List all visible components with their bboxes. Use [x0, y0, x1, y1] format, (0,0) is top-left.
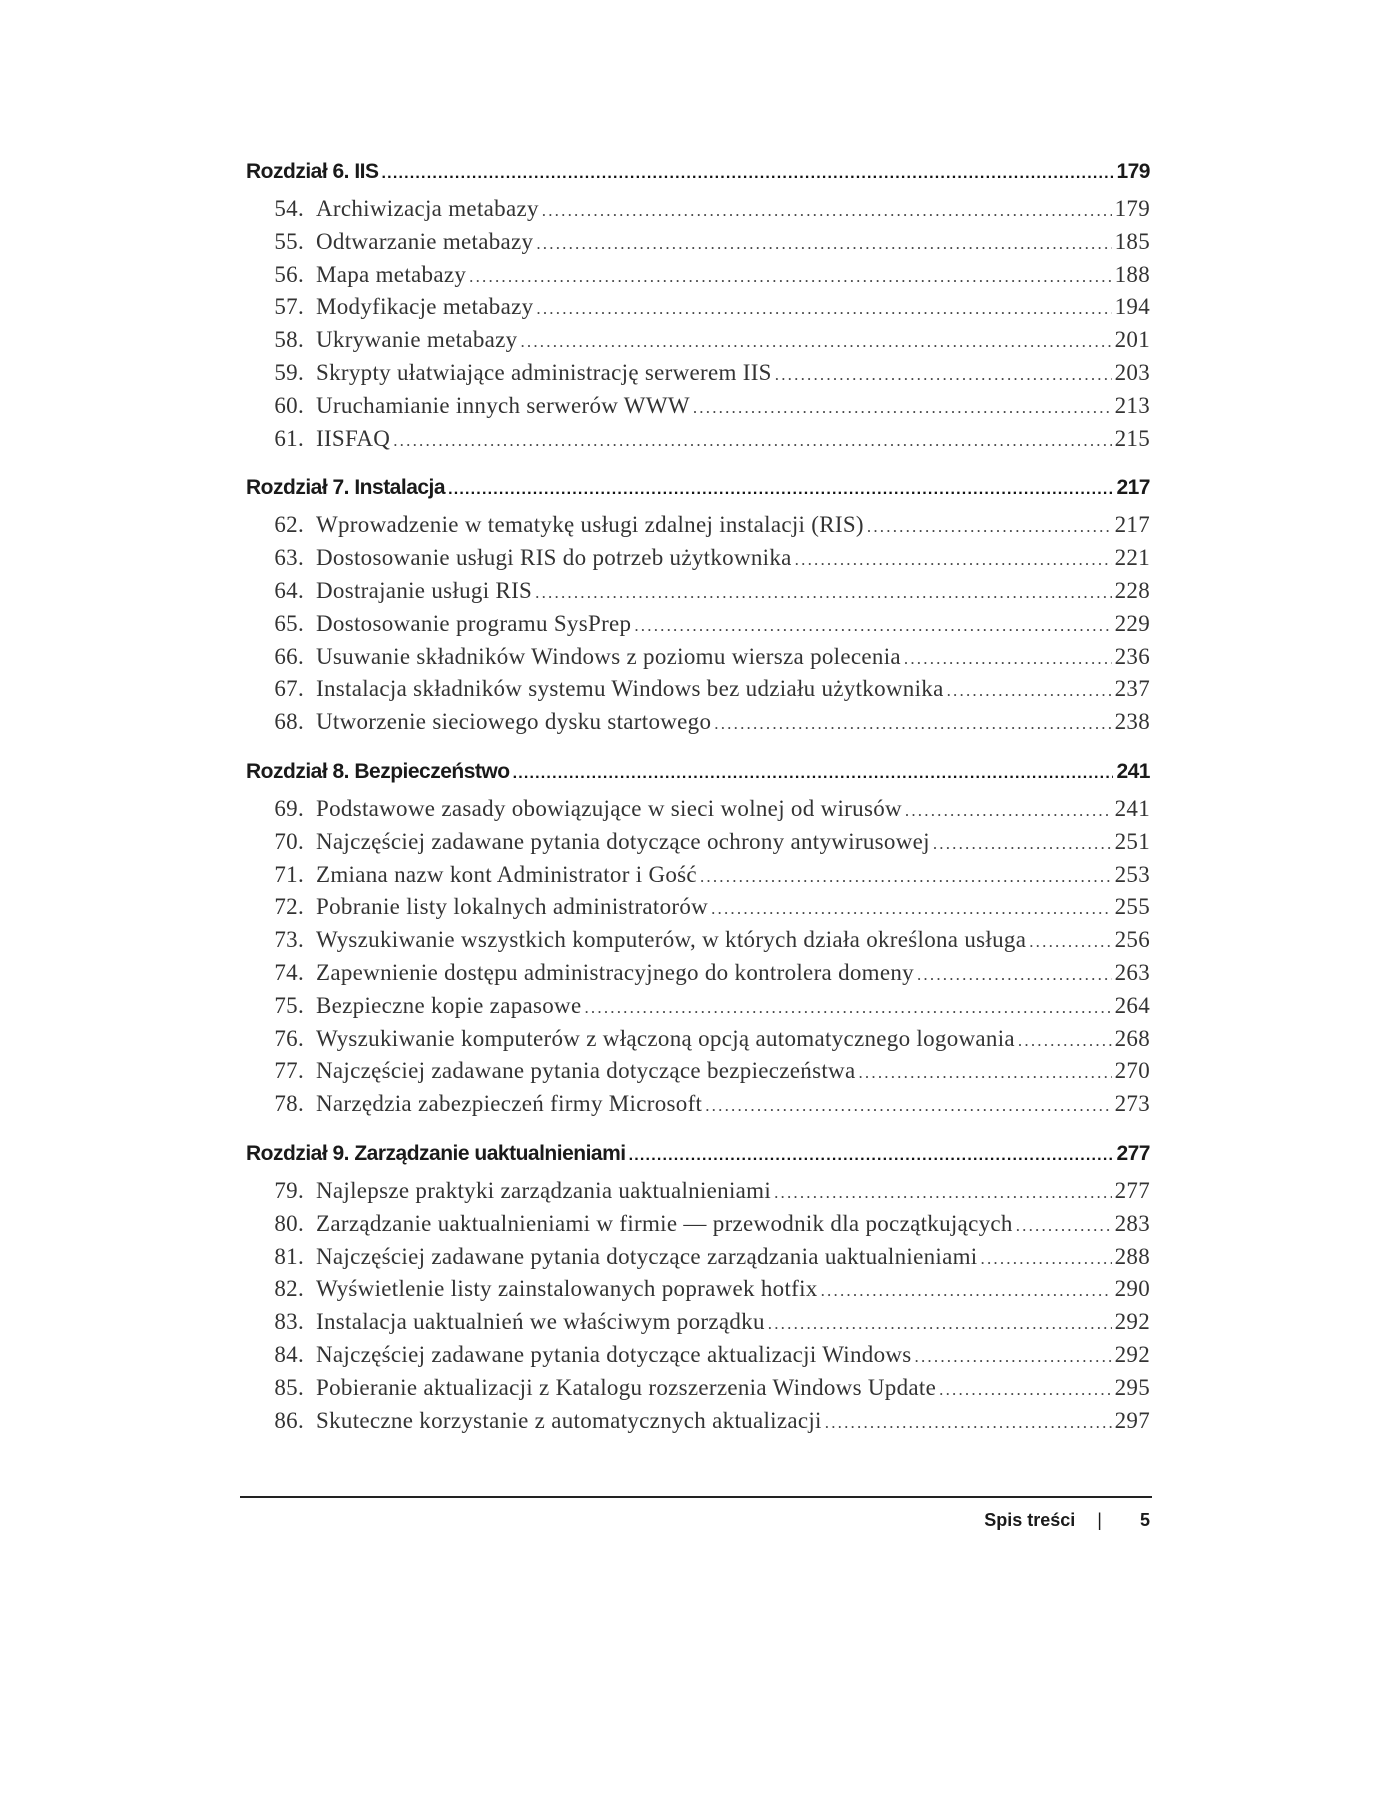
entry-number: 56. [274, 261, 304, 287]
toc-entry[interactable] [246, 1309, 1150, 1342]
entry-page: 292 [1114, 1341, 1150, 1367]
toc-entry[interactable] [246, 644, 1150, 677]
entry-number: 65. [274, 610, 304, 636]
entry-title: Wyświetlenie listy zainstalowanych poprawek hotfix [316, 1276, 818, 1302]
toc-entry[interactable] [246, 676, 1150, 709]
entry-title: Utworzenie sieciowego dysku startowego [316, 709, 712, 735]
entry-number: 74. [274, 959, 304, 985]
toc-entry[interactable] [246, 327, 1150, 360]
entry-title: Zapewnienie dostępu administracyjnego do kontrolera domeny [316, 959, 914, 985]
dot-leader [858, 1063, 1111, 1083]
entry-title: Pobieranie aktualizacji z Katalogu rozszerzenia Windows Update [316, 1374, 937, 1400]
entry-page: 255 [1114, 894, 1150, 920]
entry-page: 221 [1114, 545, 1150, 571]
toc-entry[interactable] [246, 426, 1150, 459]
entry-title: Instalacja uaktualnień we właściwym porządku [316, 1309, 765, 1335]
entry-page: 213 [1114, 392, 1150, 418]
dot-leader [693, 398, 1112, 418]
chapter-section [246, 1142, 1150, 1440]
entry-page: 256 [1114, 927, 1150, 953]
entry-title: Zarządzanie uaktualnieniami w firmie — przewodnik dla początkujących [316, 1210, 1013, 1236]
entry-title: Podstawowe zasady obowiązujące w sieci wolnej od wirusów [316, 795, 902, 821]
entry-title: IISFAQ [316, 425, 391, 451]
entry-title: Modyfikacje metabazy [316, 294, 534, 320]
entry-page: 228 [1114, 577, 1150, 603]
dot-leader [448, 481, 1113, 499]
entry-page: 297 [1114, 1407, 1150, 1433]
dot-leader [542, 201, 1112, 221]
toc-entry[interactable] [246, 1178, 1150, 1211]
dot-leader [981, 1249, 1112, 1269]
entry-title: Najczęściej zadawane pytania dotyczące bezpieczeństwa [316, 1058, 856, 1084]
footer-rule [240, 1496, 1152, 1498]
entry-page: 238 [1114, 709, 1150, 735]
chapter-page: 277 [1116, 1141, 1150, 1165]
entry-page: 253 [1114, 861, 1150, 887]
entry-page: 237 [1114, 676, 1150, 702]
entry-number: 68. [274, 709, 304, 735]
entry-page: 268 [1114, 1025, 1150, 1051]
chapter-title: Rozdział 6. IIS [246, 160, 379, 183]
entry-title: Dostosowanie programu SysPrep [316, 610, 632, 636]
dot-leader [513, 765, 1114, 783]
chapter-section [246, 476, 1150, 742]
dot-leader [520, 332, 1111, 352]
entry-number: 61. [274, 425, 304, 451]
entry-number: 85. [274, 1374, 304, 1400]
entry-title: Wprowadzenie w tematykę usługi zdalnej instalacji (RIS) [316, 512, 864, 538]
entry-page: 203 [1114, 359, 1150, 385]
entry-page: 264 [1114, 992, 1150, 1018]
entry-number: 76. [274, 1025, 304, 1051]
entry-number: 62. [274, 512, 304, 538]
dot-leader [917, 965, 1112, 985]
entry-number: 63. [274, 545, 304, 571]
entry-number: 54. [274, 196, 304, 221]
entry-title: Pobranie listy lokalnych administratorów [316, 894, 709, 920]
entry-number: 75. [274, 992, 304, 1018]
entry-number: 81. [274, 1243, 304, 1269]
entry-number: 80. [274, 1210, 304, 1236]
entry-number: 57. [274, 294, 304, 320]
toc-entry[interactable] [246, 393, 1150, 426]
toc-entry[interactable] [246, 894, 1150, 927]
entry-title: Odtwarzanie metabazy [316, 228, 534, 254]
toc-entry[interactable] [246, 294, 1150, 327]
table-of-contents [246, 160, 1150, 1458]
entry-title: Najczęściej zadawane pytania dotyczące zarządzania uaktualnieniami [316, 1243, 978, 1269]
toc-entry[interactable] [246, 1211, 1150, 1244]
entry-title: Dostosowanie usługi RIS do potrzeb użytkownika [316, 545, 792, 571]
entry-number: 60. [274, 392, 304, 418]
entry-number: 86. [274, 1407, 304, 1433]
entry-title: Mapa metabazy [316, 261, 467, 287]
dot-leader [947, 681, 1112, 701]
entry-page: 295 [1114, 1374, 1150, 1400]
entry-page: 251 [1114, 828, 1150, 854]
toc-entry[interactable] [246, 262, 1150, 295]
toc-entry[interactable] [246, 1375, 1150, 1408]
entry-page: 194 [1114, 294, 1150, 320]
chapter-page: 241 [1116, 759, 1150, 783]
entry-title: Instalacja składników systemu Windows bez udziału użytkownika [316, 676, 944, 702]
chapter-heading[interactable] [246, 1142, 1150, 1178]
entry-title: Najczęściej zadawane pytania dotyczące ochrony antywirusowej [316, 828, 930, 854]
chapter-heading[interactable] [246, 760, 1150, 796]
entry-page: 179 [1114, 196, 1150, 221]
entry-page: 188 [1114, 261, 1150, 287]
toc-entry[interactable] [246, 1276, 1150, 1309]
dot-leader [1016, 1216, 1112, 1236]
toc-entry[interactable] [246, 1091, 1150, 1124]
entry-page: 283 [1114, 1210, 1150, 1236]
toc-entry[interactable] [246, 927, 1150, 960]
toc-entry[interactable] [246, 545, 1150, 578]
entry-number: 59. [274, 359, 304, 385]
dot-leader [933, 834, 1112, 854]
entry-page: 270 [1114, 1058, 1150, 1084]
entry-page: 290 [1114, 1276, 1150, 1302]
dot-leader [536, 299, 1111, 319]
chapter-title: Rozdział 9. Zarządzanie uaktualnieniami [246, 1141, 626, 1165]
entry-page: 263 [1114, 959, 1150, 985]
toc-entry[interactable] [246, 993, 1150, 1026]
entry-title: Wyszukiwanie wszystkich komputerów, w których działa określona usługa [316, 927, 1027, 953]
footer-separator: | [1097, 1510, 1102, 1530]
dot-leader [1018, 1031, 1112, 1051]
entry-title: Skuteczne korzystanie z automatycznych aktualizacji [316, 1407, 822, 1433]
page-footer [900, 1510, 1150, 1531]
entry-number: 83. [274, 1309, 304, 1335]
toc-entry[interactable] [246, 196, 1150, 229]
entry-number: 64. [274, 577, 304, 603]
entry-number: 72. [274, 894, 304, 920]
entry-page: 277 [1114, 1177, 1150, 1203]
chapter-title: Rozdział 7. Instalacja [246, 476, 446, 500]
dot-leader [711, 899, 1112, 919]
toc-entry[interactable] [246, 1408, 1150, 1441]
chapter-page: 217 [1116, 476, 1150, 500]
entry-number: 67. [274, 676, 304, 702]
entry-number: 69. [274, 795, 304, 821]
dot-leader [535, 583, 1111, 603]
toc-entry[interactable] [246, 829, 1150, 862]
dot-leader [905, 801, 1112, 821]
entry-page: 217 [1114, 512, 1150, 538]
dot-leader [469, 267, 1111, 287]
entry-number: 78. [274, 1091, 304, 1117]
entry-number: 71. [274, 861, 304, 887]
dot-leader [867, 517, 1112, 537]
toc-entry[interactable] [246, 709, 1150, 742]
entry-title: Najlepsze praktyki zarządzania uaktualnieniami [316, 1177, 772, 1203]
chapter-heading[interactable] [246, 160, 1150, 196]
entry-title: Narzędzia zabezpieczeń firmy Microsoft [316, 1091, 703, 1117]
dot-leader [775, 365, 1112, 385]
dot-leader [768, 1314, 1112, 1334]
entry-page: 292 [1114, 1309, 1150, 1335]
toc-entry[interactable] [246, 1026, 1150, 1059]
dot-leader [821, 1281, 1112, 1301]
entry-number: 77. [274, 1058, 304, 1084]
entry-title: Wyszukiwanie komputerów z włączoną opcją automatycznego logowania [316, 1025, 1015, 1051]
chapter-title: Rozdział 8. Bezpieczeństwo [246, 759, 510, 783]
dot-leader [714, 714, 1111, 734]
entry-number: 58. [274, 327, 304, 353]
dot-leader [1029, 932, 1111, 952]
dot-leader [705, 1096, 1111, 1116]
footer-section-title: Spis treści [984, 1510, 1076, 1530]
entry-number: 82. [274, 1276, 304, 1302]
dot-leader [629, 1147, 1114, 1165]
toc-entry[interactable] [246, 578, 1150, 611]
chapter-heading[interactable] [246, 476, 1150, 512]
chapter-section [246, 160, 1150, 458]
entry-page: 185 [1114, 228, 1150, 254]
dot-leader [584, 998, 1111, 1018]
entry-page: 201 [1114, 327, 1150, 353]
entry-title: Usuwanie składników Windows z poziomu wiersza polecenia [316, 643, 901, 669]
toc-entry[interactable] [246, 796, 1150, 829]
dot-leader [939, 1380, 1111, 1400]
toc-entry[interactable] [246, 1058, 1150, 1091]
entry-page: 215 [1114, 425, 1150, 451]
entry-title: Dostrajanie usługi RIS [316, 577, 533, 603]
footer-page-number: 5 [1139, 1510, 1150, 1530]
entry-number: 79. [274, 1177, 304, 1203]
toc-entry[interactable] [246, 229, 1150, 262]
dot-leader [536, 234, 1111, 254]
dot-leader [904, 649, 1112, 669]
entry-number: 73. [274, 927, 304, 953]
entry-page: 236 [1114, 643, 1150, 669]
toc-entry[interactable] [246, 512, 1150, 545]
entry-number: 70. [274, 828, 304, 854]
toc-entry[interactable] [246, 360, 1150, 393]
entry-number: 66. [274, 643, 304, 669]
chapter-section [246, 760, 1150, 1124]
entry-title: Uruchamianie innych serwerów WWW [316, 392, 690, 418]
entry-title: Archiwizacja metabazy [316, 196, 539, 221]
entry-number: 55. [274, 228, 304, 254]
entry-title: Bezpieczne kopie zapasowe [316, 992, 582, 1018]
entry-page: 288 [1114, 1243, 1150, 1269]
entry-title: Ukrywanie metabazy [316, 327, 518, 353]
entry-page: 229 [1114, 610, 1150, 636]
entry-page: 273 [1114, 1091, 1150, 1117]
dot-leader [382, 165, 1114, 183]
dot-leader [393, 431, 1111, 451]
dot-leader [774, 1183, 1112, 1203]
toc-entry[interactable] [246, 960, 1150, 993]
dot-leader [915, 1347, 1112, 1367]
dot-leader [700, 867, 1112, 887]
entry-page: 241 [1114, 795, 1150, 821]
dot-leader [795, 550, 1112, 570]
toc-entry[interactable] [246, 1342, 1150, 1375]
toc-entry[interactable] [246, 1244, 1150, 1277]
entry-number: 84. [274, 1341, 304, 1367]
dot-leader [634, 616, 1111, 636]
dot-leader [825, 1413, 1112, 1433]
entry-title: Zmiana nazw kont Administrator i Gość [316, 861, 697, 887]
toc-entry[interactable] [246, 611, 1150, 644]
entry-title: Najczęściej zadawane pytania dotyczące aktualizacji Windows [316, 1341, 912, 1367]
toc-entry[interactable] [246, 862, 1150, 895]
entry-title: Skrypty ułatwiające administrację serwerem IIS [316, 359, 772, 385]
chapter-page: 179 [1116, 160, 1150, 183]
